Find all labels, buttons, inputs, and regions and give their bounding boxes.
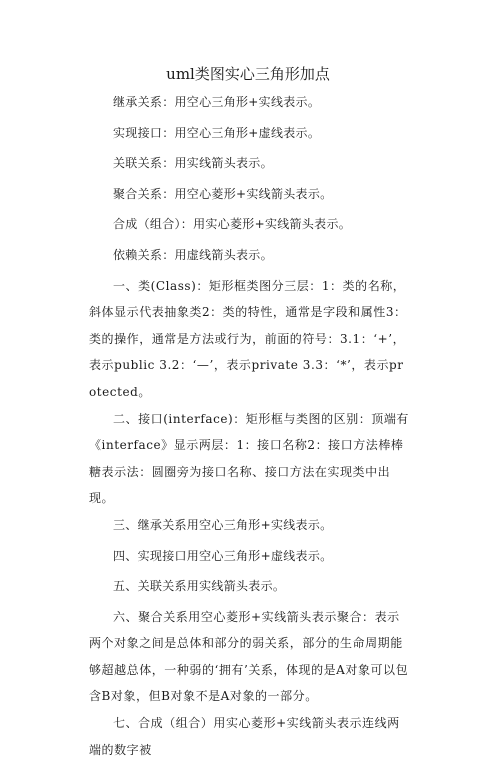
paragraph-association-section: 五、关联关系用实线箭头表示。 (113, 579, 286, 594)
document-title: uml类图实心三角形加点 (166, 65, 330, 83)
paragraph-inheritance: 继承关系：用空心三角形+实线表示。 (113, 95, 321, 109)
paragraph-association: 关联关系：用实线箭头表示。 (113, 156, 273, 171)
paragraph-inheritance-section: 三、继承关系用空心三角形+实线表示。 (113, 517, 333, 532)
paragraph-composition: 合成（组合）：用实心菱形+实线箭头表示。 (113, 217, 352, 232)
paragraph-dependency: 依赖关系：用虚线箭头表示。 (113, 247, 273, 262)
paragraph-realization-section: 四、实现接口用空心三角形+虚线表示。 (113, 548, 333, 563)
document-body (89, 89, 411, 763)
paragraph-aggregation-section: 六、聚合关系用空心菱形+实线箭头表示聚合：表示两个对象之间是总体和部分的弱关系，部分的生命周期能够超越总体，一种弱的‘拥有’关系，体现的是A对象可以包含B对象，但B对象不是A对象的一部分。 (89, 609, 409, 704)
paragraph-composition-section: 七、合成（组合）用实心菱形+实线箭头表示连线两端的数字被 (89, 716, 400, 757)
paragraph-class-section: 一、类(Class)：矩形框类图分三层：1：类的名称，斜体显示代表抽象类2：类的特性，通常是字段和属性3：类的操作，通常是方法或行为，前面的符号：3.1：‘+’，表示public 3.2：‘—’，表示private 3.3：‘*’，表示protected。 (89, 278, 407, 399)
paragraph-interface-section: 二、接口(interface)：矩形框与类图的区别：顶端有《interface》显示两层：1：接口名称2：接口方法棒棒糖表示法：圆圈旁为接口名称、接口方法在实现类中出现。 (89, 411, 409, 506)
paragraph-interface-realization: 实现接口：用空心三角形+虚线表示。 (113, 125, 321, 140)
paragraph-aggregation: 聚合关系：用空心菱形+实线箭头表示。 (113, 186, 333, 201)
